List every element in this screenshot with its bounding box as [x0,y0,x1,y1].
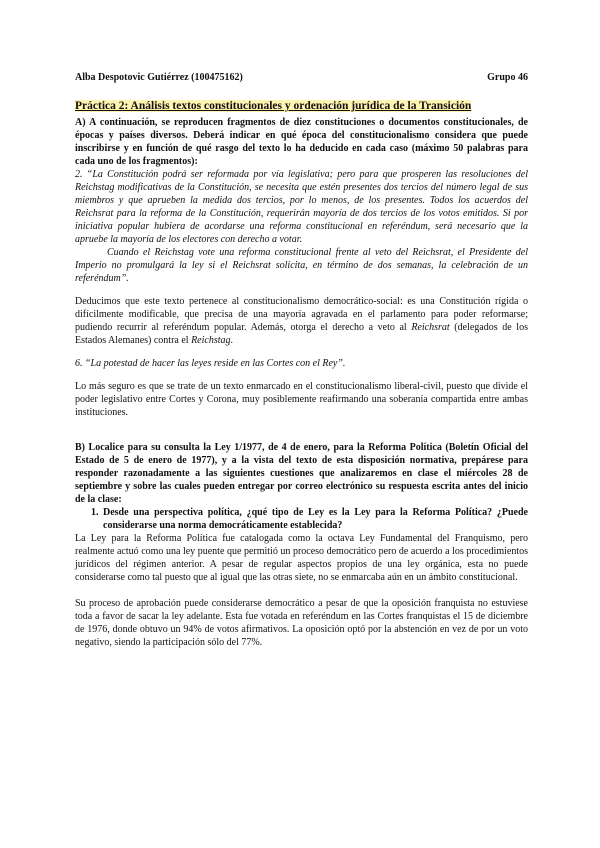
section-b-instruction: B) Localice para su consulta la Ley 1/1977, de 4 de enero, para la Reforma Política (Boletín Oficial del Estado de 5 de enero de 1977), y a la vista del texto de esta disposición normativa, prepárese para responder razonadamente a las siguientes cuestiones que analizaremos en clase el miércoles 28 de septiembre y sobre las cuales pueden entregar por correo electrónico su respuesta escrita antes del inicio de la clase: [75,442,528,505]
document-page [75,72,528,649]
quote-6: 6. “La potestad de hacer las leyes reside en las Cortes con el Rey”. [75,358,346,369]
answer-2-text-b: (delegados de los Estados Alemanes) contra el [75,322,528,346]
quote-2-paragraph-1: 2. “La Constitución podrá ser reformada por vía legislativa; pero para que prosperen las resoluciones del Reichstag modificativas de la Constitución, se necesita que estén presentes dos tercios del número legal de sus miembros y que aprueben la medida dos tercios, por lo menos, de los presentes. Todos los acuerdos del Reichsrat para la reforma de la Constitución, requerirán mayoría de dos tercios de los votos emitidos. Si por iniciativa popular hubiera de acordarse una reforma constitucional en referéndum, será necesario que la apruebe la mayoría de los electores con derecho a votar. [75,169,528,245]
document-header [75,72,528,83]
author-name: Alba Despotovic Gutiérrez (100475162) [75,72,243,83]
spacer [75,285,528,295]
answer-2-end: . [230,335,234,346]
spacer [75,347,528,357]
title-text: Práctica 2: Análisis textos constitucionales y ordenación jurídica de la Transición [75,100,472,112]
spacer [75,370,528,380]
answer-1-paragraph-2: Su proceso de aprobación puede considerarse democrático a pesar de que la oposición franquista no estuviese toda a favor de sacar la ley adelante. Esta fue votada en referéndum en las Cortes franquistas el 15 de diciembre de 1976, donde obtuvo un 94% de votos afirmativos. La oposición optó por la abstención en vez de por un voto negativo, siendo la participación sólo del 77%. [75,598,528,648]
answer-6-paragraph: Lo más seguro es que se trate de un texto enmarcado en el constitucionalismo liberal-civil, puesto que divide el poder legislativo entre Cortes y Corona, muy posiblemente reafirmando una soberanía compartida entre ambas instituciones. [75,381,528,418]
answer-2-text-a: Deducimos que este texto pertenece al constitucionalismo democrático-social: es una Constitución rígida o difícilmente modificable, que precisa de una mayoría agravada en el parlamento para poder reformarse; pudiendo recurrir al referéndum popular. Además, otorga el derecho a veto al [75,296,528,333]
quote-2-paragraph-2: Cuando el Reichstag vote una reforma constitucional frente al veto del Reichsrat, el Presidente del Imperio no promulgará la ley si el Reichsrat solicita, en término de dos semanas, la celebración de un referéndum”. [75,247,528,284]
answer-2-paragraph [75,295,528,347]
spacer [75,584,528,597]
question-1-text: Desde una perspectiva política, ¿qué tipo de Ley es la Ley para la Reforma Política? ¿Puede considerarse una norma democráticamente establecida? [103,507,528,531]
group-label: Grupo 46 [487,72,528,83]
document-title [75,100,528,112]
answer-2-reichsrat: Reichsrat [411,322,450,333]
question-1-number: 1. [91,507,99,518]
question-1 [75,506,528,532]
section-a-instruction: A) A continuación, se reproducen fragmentos de diez constituciones o documentos constitucionales, de épocas y países diversos. Deberá indicar en qué época del constitucionalismo considera que puede inscribirse y en función de qué rasgo del texto lo ha deducido en cada caso (máximo 50 palabras para cada uno de los fragmentos): [75,117,528,167]
answer-1-paragraph-1: La Ley para la Reforma Política fue catalogada como la octava Ley Fundamental del Franquismo, pero realmente actuó como una ley puente que permitió un proceso democrático pero de acuerdo a los procedimientos jurídicos del régimen anterior. A pesar de regular aspectos propios de una ley orgánica, esta no puede considerarse como tal puesto que al igual que las otras siete, no se enmarcaba aún en un ámbito constitucional. [75,533,528,583]
answer-2-reichstag: Reichstag [191,335,231,346]
spacer [75,419,528,441]
